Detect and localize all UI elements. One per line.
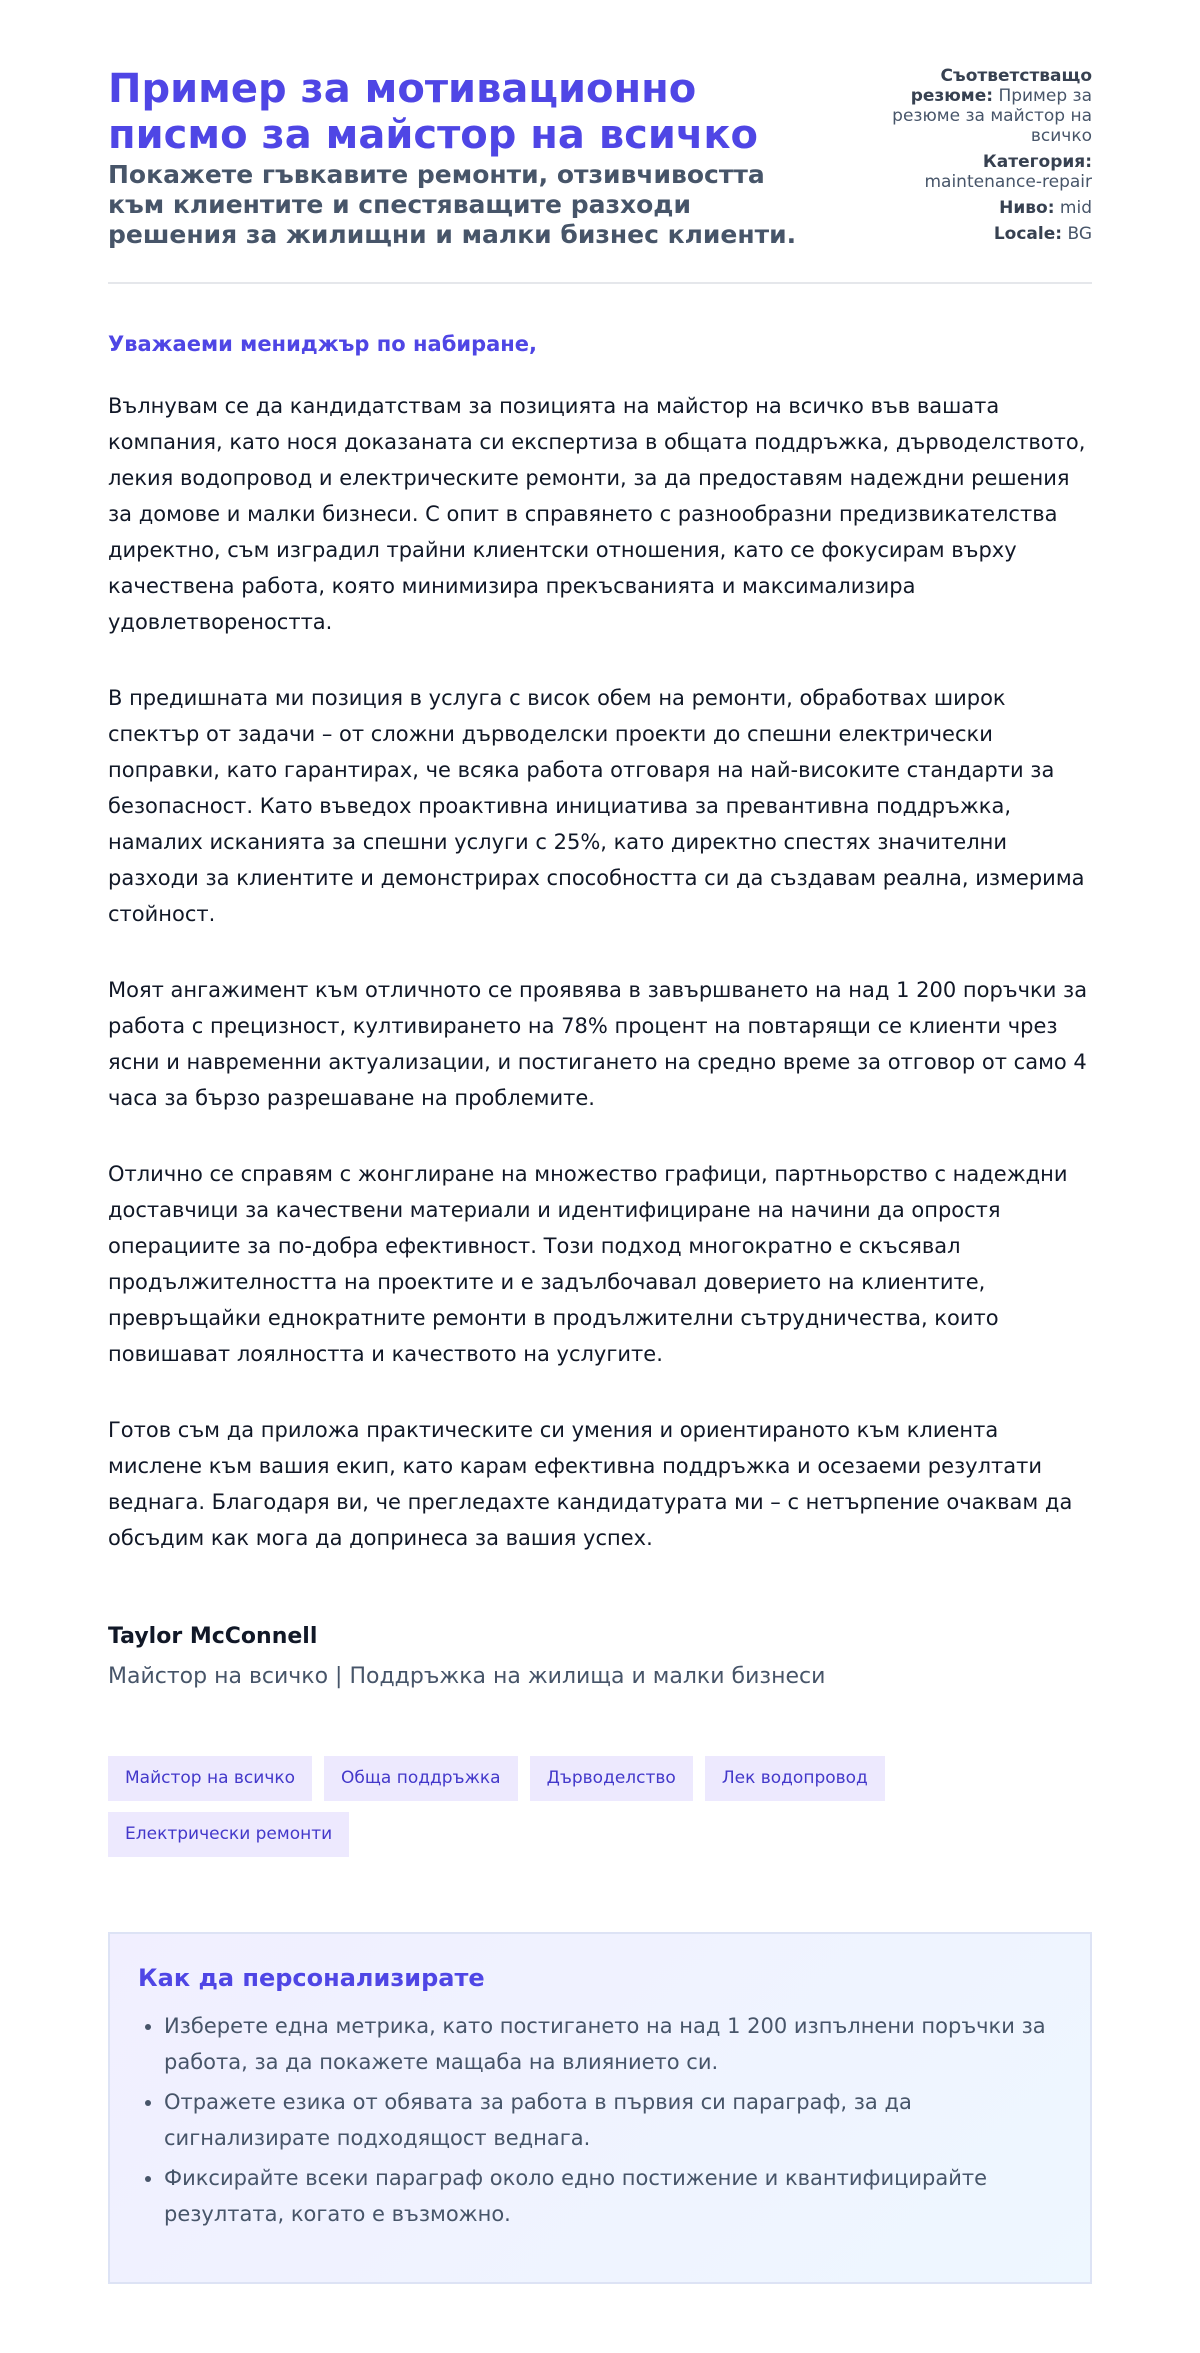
paragraph: Готов съм да приложа практическите си умения и ориентираното към клиента мислене към вашия екип, като карам ефективна поддръжка и осезаеми резултати веднага. Благодаря ви, че прегледахте кандидатурата ми – с нетърпение очаквам да обсъдим как мога да допринеса за вашия успех. [108, 1418, 1073, 1550]
paragraph: В предишната ми позиция в услуга с висок обем на ремонти, обработвах широк спектър от задачи – от сложни дърводелски проекти до спешни електрически поправки, като гарантирах, че всяка работа отговаря на най-високите стандарти за безопасност. Като въведох проактивна инициатива за превантивна поддръжка, намалих исканията за спешни услуги с 25%, като директно спестях значителни разходи за клиентите и демонстрирах способността си да създавам реална, измерима стойност. [108, 686, 1085, 926]
letter-body [108, 388, 1092, 1596]
meta-value: maintenance-repair [924, 172, 1092, 192]
meta-category [862, 152, 1092, 192]
paragraph: Отлично се справям с жонглиране на множество графици, партньорство с надеждни доставчици за качествени материали и идентифициране на начини да опростя операциите за по-добра ефективност. Този подход многократно е скъсявал продължителността на проектите и е задълбочавал доверието на клиентите, превръщайки еднократните ремонти в продължителни сътрудничества, които повишават лоялността и качеството на услугите. [108, 1162, 1068, 1366]
meta-value: Пример за резюме за майстор на всичко [892, 86, 1092, 146]
tip-item: • Изберете една метрика, като постигането на над 1 200 изпълнени поръчки за работа, за да покажете мащаба на влиянието си. [164, 2008, 1062, 2080]
meta-label: Locale: [993, 224, 1063, 244]
meta-panel [862, 66, 1092, 250]
paragraph: Вълнувам се да кандидатствам за позицията на майстор на всичко във вашата компания, като нося доказаната си експертиза в общата поддръжка, дърводелството, лекия водопровод и електрическите ремонти, за да предоставям надеждни решения за домове и малки бизнеси. С опит в справянето с разнообразни предизвикателства директно, съм изградил трайни клиентски отношения, като се фокусирам върху качествена работа, която минимизира прекъсванията и максимализира удовлетвореността. [108, 394, 1086, 634]
greeting: Уважаеми мениджър по набиране, [108, 332, 538, 356]
header [108, 66, 1092, 284]
skill-tags [108, 1756, 1092, 1857]
paragraph: Моят ангажимент към отличното се проявява в завършването на над 1 200 поръчки за работа с прецизност, култивирането на 78% процент на повтарящи се клиенти чрез ясни и навременни актуализации, и постигането на средно време за отговор от само 4 часа за бързо разрешаване на проблемите. [108, 978, 1088, 1110]
meta-value: mid [1059, 198, 1092, 218]
meta-resume [862, 66, 1092, 146]
skill-tag: Обща поддръжка [324, 1756, 518, 1801]
meta-value: BG [1067, 224, 1092, 244]
tip-item: • Отражете езика от обявата за работа в първия си параграф, за да сигнализирате подходящост веднага. [164, 2084, 1062, 2156]
tips-heading: Как да персонализирате [138, 1964, 485, 1992]
tips-list [138, 2008, 1062, 2232]
skill-tag: Майстор на всичко [108, 1756, 312, 1801]
meta-label: Ниво: [999, 198, 1055, 218]
tip-item: • Фиксирайте всеки параграф около едно постижение и квантифицирайте резултата, когато е възможно. [164, 2160, 1062, 2232]
page-subtitle: Покажете гъвкавите ремонти, отзивчивостта към клиентите и спестяващите разходи решения за жилищни и малки бизнес клиенти. [108, 160, 797, 249]
meta-label: Съответстващо резюме: [910, 66, 1092, 106]
meta-level [862, 198, 1092, 218]
page-title: Пример за мотивационно писмо за майстор на всичко [108, 66, 758, 158]
signature-title: Майстор на всичко | Поддръжка на жилища и малки бизнеси [108, 1664, 826, 1689]
skill-tag: Дърводелство [530, 1756, 693, 1801]
personalization-tips [108, 1932, 1092, 2284]
signature-name: Taylor McConnell [108, 1624, 318, 1649]
skill-tag: Лек водопровод [705, 1756, 885, 1801]
meta-label: Категория: [982, 152, 1092, 172]
skill-tag: Електрически ремонти [108, 1812, 349, 1857]
meta-locale [862, 224, 1092, 244]
